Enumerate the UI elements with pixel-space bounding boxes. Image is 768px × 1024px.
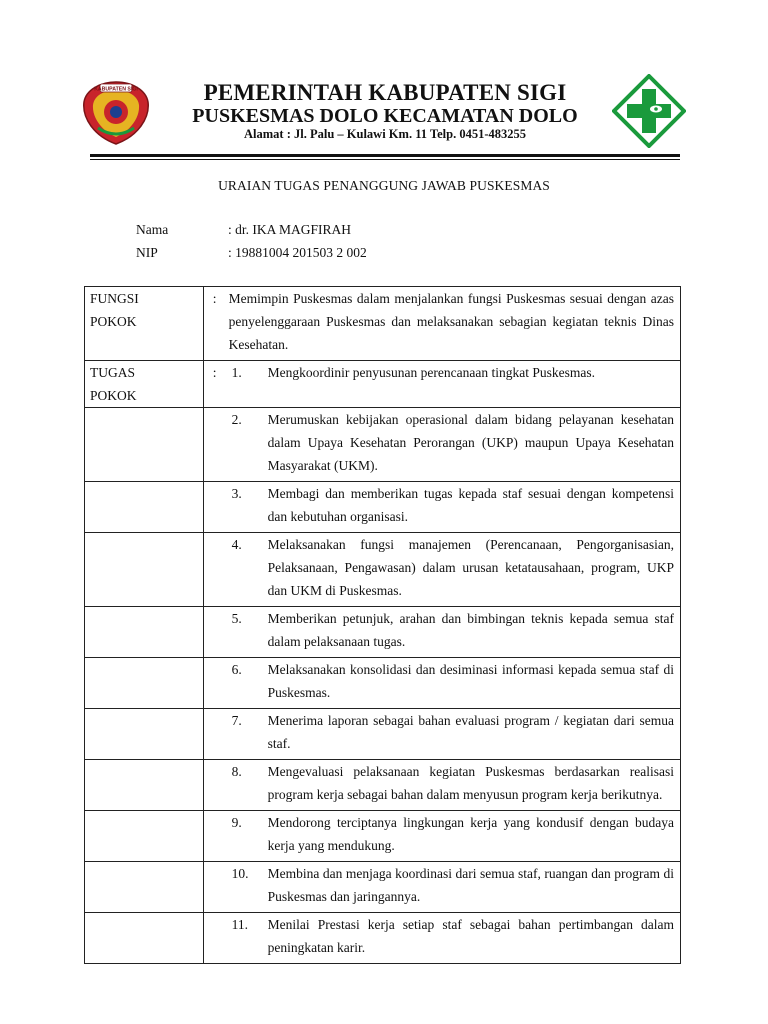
duties-table <box>84 286 681 964</box>
name-label: Nama <box>136 222 169 237</box>
task-label-cell <box>85 811 204 862</box>
task-number: 6. <box>231 662 242 677</box>
task-row <box>85 913 681 964</box>
tugas-label-line2: POKOK <box>90 388 137 403</box>
task-label-cell <box>85 533 204 607</box>
task-colon <box>204 408 226 477</box>
task-row <box>85 760 681 811</box>
task-label-cell <box>85 482 204 533</box>
task-row <box>85 811 681 862</box>
task-row <box>85 482 681 533</box>
task-colon <box>204 607 226 653</box>
task-colon <box>204 658 226 704</box>
task-row <box>85 607 681 658</box>
task-colon <box>204 862 226 908</box>
task-colon <box>204 709 226 755</box>
task-colon <box>204 760 226 806</box>
task-text: Melaksanakan fungsi manajemen (Perencanaan, Pengorganisasian, Pelaksanaan, Pengawasan) dalam urusan ketatausahaan, program, UKP dan UKM di Puskesmas. <box>267 537 674 598</box>
task-text: Membina dan menjaga koordinasi dari semua staf, ruangan dan program di Puskesmas dan jaringannya. <box>267 866 674 904</box>
task-number: 10. <box>231 866 249 881</box>
task-row <box>85 658 681 709</box>
task-label-cell <box>85 658 204 709</box>
task-content-cell <box>203 862 680 913</box>
fungsi-pokok-content <box>203 287 680 361</box>
task-colon <box>204 913 226 959</box>
task-number: 3. <box>231 486 242 501</box>
task-colon <box>204 482 226 528</box>
letterhead-title-1: PEMERINTAH KABUPATEN SIGI <box>203 80 567 105</box>
task-label-cell <box>85 913 204 964</box>
task-text: Menilai Prestasi kerja setiap staf sebagai bahan pertimbangan dalam peningkatan karir. <box>267 917 674 955</box>
task-content-cell <box>203 482 680 533</box>
task-number: 9. <box>231 815 242 830</box>
kabupaten-sigi-logo-icon <box>80 78 152 148</box>
fungsi-pokok-label <box>85 287 204 361</box>
task-number: 2. <box>231 412 242 427</box>
task-text: Mengevaluasi pelaksanaan kegiatan Puskesmas berdasarkan realisasi program kerja sebagai bahan dalam menyusun program kerja berikutnya. <box>267 764 674 802</box>
fungsi-colon: : <box>212 291 217 306</box>
letterhead-address: Alamat : Jl. Palu – Kulawi Km. 11 Telp. 0451-483255 <box>244 127 526 141</box>
puskesmas-cross-logo-icon <box>612 74 686 148</box>
task-number: 4. <box>231 537 242 552</box>
letterhead-divider-thick <box>90 154 680 157</box>
task-content-cell <box>203 533 680 607</box>
task-text: Merumuskan kebijakan operasional dalam bidang pelayanan kesehatan dalam Upaya Kesehatan Perorangan (UKP) maupun Upaya Kesehatan Masyarakat (UKM). <box>267 412 674 473</box>
task-colon <box>204 811 226 857</box>
task-colon: : <box>212 365 217 380</box>
task-colon <box>204 533 226 602</box>
task-number: 7. <box>231 713 242 728</box>
tugas-label-line1: TUGAS <box>90 365 136 380</box>
document-title: URAIAN TUGAS PENANGGUNG JAWAB PUSKESMAS <box>218 178 550 193</box>
task-content-cell <box>203 913 680 964</box>
fungsi-label-line1: FUNGSI <box>90 291 139 306</box>
name-value: : dr. IKA MAGFIRAH <box>228 222 352 237</box>
tugas-pokok-label <box>85 361 204 408</box>
task-row <box>85 361 681 408</box>
task-label-cell <box>85 408 204 482</box>
task-content-cell <box>203 361 680 408</box>
fungsi-label-line2: POKOK <box>90 314 137 329</box>
task-content-cell <box>203 408 680 482</box>
letterhead <box>0 0 768 160</box>
task-text: Mengkoordinir penyusunan perencanaan tingkat Puskesmas. <box>267 365 595 380</box>
task-label-cell <box>85 607 204 658</box>
task-number: 8. <box>231 764 242 779</box>
task-content-cell <box>203 811 680 862</box>
left-logo-text: KABUPATEN SIGI <box>94 86 138 93</box>
task-text: Melaksanakan konsolidasi dan desiminasi informasi kepada semua staf di Puskesmas. <box>267 662 674 700</box>
task-text: Memberikan petunjuk, arahan dan bimbingan teknis kepada semua staf dalam pelaksanaan tugas. <box>267 611 674 649</box>
task-text: Mendorong terciptanya lingkungan kerja yang kondusif dengan budaya kerja yang mendukung. <box>267 815 674 853</box>
nip-value: : 19881004 201503 2 002 <box>228 245 367 260</box>
fungsi-pokok-text: Memimpin Puskesmas dalam menjalankan fungsi Puskesmas sesuai dengan azas penyelenggaraan Puskesmas dan melaksanakan sebagian kegiatan teknis Dinas Kesehatan. <box>228 291 674 352</box>
task-row <box>85 408 681 482</box>
fungsi-pokok-row <box>85 287 681 361</box>
task-label-cell <box>85 862 204 913</box>
task-label-cell <box>85 709 204 760</box>
task-label-cell <box>85 760 204 811</box>
task-content-cell <box>203 658 680 709</box>
task-content-cell <box>203 760 680 811</box>
nip-label: NIP <box>136 245 158 260</box>
letterhead-divider-thin <box>90 159 680 160</box>
task-row <box>85 709 681 760</box>
task-row <box>85 533 681 607</box>
task-text: Membagi dan memberikan tugas kepada staf sesuai dengan kompetensi dan kebutuhan organisasi. <box>267 486 674 524</box>
letterhead-title-2: PUSKESMAS DOLO KECAMATAN DOLO <box>192 105 578 127</box>
task-content-cell <box>203 709 680 760</box>
task-content-cell <box>203 607 680 658</box>
task-text: Menerima laporan sebagai bahan evaluasi program / kegiatan dari semua staf. <box>267 713 674 751</box>
task-number: 5. <box>231 611 242 626</box>
task-number: 11. <box>231 917 249 932</box>
task-number: 1. <box>231 365 242 380</box>
task-row <box>85 862 681 913</box>
